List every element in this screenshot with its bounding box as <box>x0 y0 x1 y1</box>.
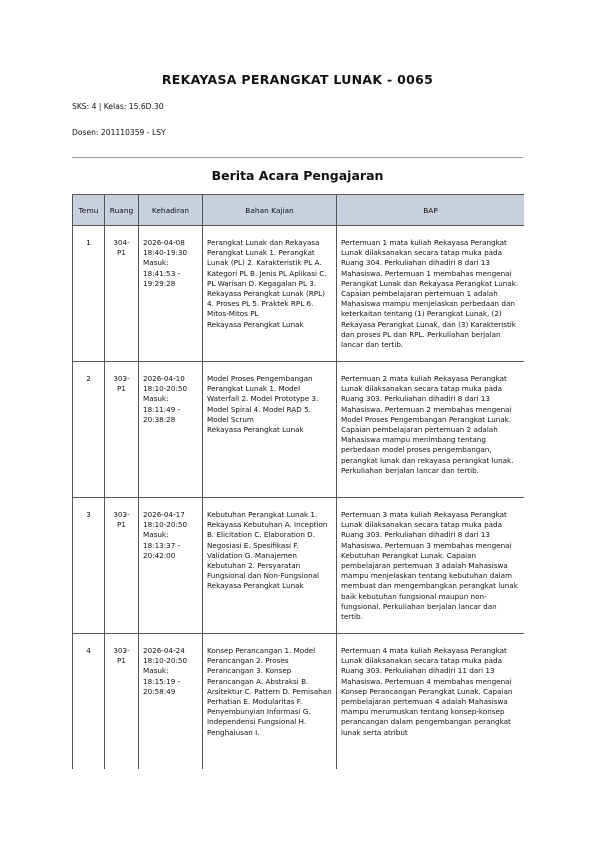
kehadiran-in: 18:41:53 - <box>143 268 181 278</box>
cell-bap: Pertemuan 4 mata kuliah Rekayasa Perangkat Lunak dilaksanakan secara tatap muka pada Ruang 303. Perkuliahan dihadiri 11 dari 13 Mahasiswa. Pertemuan 4 membahas mengenai Konsep Perancangan Perangkat Lunak. Capaian pembelajaran pertemuan 4 adalah Mahasiswa mampu merumuskan tentang konsep-konsep perancangan dalam pengembangan perangkat lunak serta atribut <box>337 634 525 770</box>
cell-bahan-kajian <box>203 498 337 634</box>
cell-bahan-kajian <box>203 362 337 498</box>
kehadiran-in: 18:15:19 - <box>143 676 181 686</box>
cell-kehadiran <box>139 362 203 498</box>
bahan-topic: Konsep Perancangan 1. Model Perancangan 2. Proses Perancangan 3. Konsep Perancangan A. Abstraksi B. Arsitektur C. Pattern D. Pemisahan Perhatian E. Modularitas F. Penyembunyian Informasi G. Independensi Fungsional H. Penghalusan I. <box>207 646 332 737</box>
cell-bahan-kajian <box>203 226 337 362</box>
cell-kehadiran <box>139 226 203 362</box>
table-row <box>73 498 525 634</box>
header-temu: Temu <box>73 195 105 226</box>
header-bap: BAP <box>337 195 525 226</box>
kehadiran-label: Masuk: <box>143 666 169 676</box>
header-ruang: Ruang <box>105 195 139 226</box>
cell-ruang: 304-P1 <box>105 226 139 362</box>
cell-temu: 3 <box>73 498 105 634</box>
cell-temu: 2 <box>73 362 105 498</box>
table-row <box>73 362 525 498</box>
bap-table <box>72 194 524 769</box>
kehadiran-label: Masuk: <box>143 530 169 540</box>
cell-bap: Pertemuan 3 mata kuliah Rekayasa Perangkat Lunak dilaksanakan secara tatap muka pada Ruang 303. Perkuliahan dihadiri 8 dari 13 Mahasiswa. Pertemuan 3 membahas mengenai Kebutuhan Perangkat Lunak. Capaian pembelajaran pertemuan 3 adalah Mahasiswa mampu menjelaskan tentang kebutuhan dalam membuat dan mengembangkan perangkat lunak baik kebutuhan fungsional maupun non-fungsional. Perkuliahan berjalan lancar dan tertib. <box>337 498 525 634</box>
document-title: REKAYASA PERANGKAT LUNAK - 0065 <box>161 72 434 87</box>
bahan-topic: Model Proses Pengembangan Perangkat Lunak 1. Model Waterfall 2. Model Prototype 3. Model Spiral 4. Model RAD 5. Model Scrum <box>207 374 319 424</box>
cell-temu: 4 <box>73 634 105 770</box>
header-kehadiran: Kehadiran <box>139 195 203 226</box>
kehadiran-out: 20:58:49 <box>143 686 176 696</box>
cell-ruang: 303-P1 <box>105 498 139 634</box>
table-row <box>73 634 525 770</box>
section-title: Berita Acara Pengajaran <box>211 168 384 183</box>
kehadiran-label: Masuk: <box>143 258 169 268</box>
kehadiran-out: 19:29:28 <box>143 278 176 288</box>
header-bahan-kajian: Bahan Kajian <box>203 195 337 226</box>
kehadiran-label: Masuk: <box>143 394 169 404</box>
course-meta: SKS: 4 | Kelas: 15.6D.30 <box>72 102 164 111</box>
kehadiran-out: 20:38:28 <box>143 414 176 424</box>
kehadiran-schedule: 18:10-20:50 <box>143 656 188 666</box>
cell-temu: 1 <box>73 226 105 362</box>
kehadiran-schedule: 18:10-20:50 <box>143 520 188 530</box>
bahan-course: Rekayasa Perangkat Lunak <box>207 425 304 435</box>
cell-ruang: 303-P1 <box>105 362 139 498</box>
divider <box>72 157 523 158</box>
table-row <box>73 226 525 362</box>
cell-bahan-kajian <box>203 634 337 770</box>
bahan-course: Rekayasa Perangkat Lunak <box>207 319 304 329</box>
kehadiran-date: 2026-04-24 <box>143 646 185 655</box>
cell-bap: Pertemuan 1 mata kuliah Rekayasa Perangkat Lunak dilaksanakan secara tatap muka pada Ruang 304. Perkuliahan dihadiri 8 dari 13 Mahasiswa. Pertemuan 1 membahas mengenai Perangkat Lunak dan Rekayasa Perangkat Lunak. Capaian pembelajaran pertemuan 1 adalah Mahasiswa mampu menjelaskan perbedaan dan keterkaitan tentang (1) Perangkat Lunak, (2) Rekayasa Perangkat Lunak, dan (3) Karakteristik dan proses PL dan RPL. Perkuliahan berjalan lancar dan tertib. <box>337 226 525 362</box>
kehadiran-date: 2026-04-08 <box>143 238 185 247</box>
kehadiran-in: 18:11:49 - <box>143 404 181 414</box>
cell-bap: Pertemuan 2 mata kuliah Rekayasa Perangkat Lunak dilaksanakan secara tatap muka pada Ruang 303. Perkuliahan dihadiri 8 dari 13 Mahasiswa. Pertemuan 2 membahas mengenai Model Proses Pengembangan Perangkat Lunak. Capaian pembelajaran pertemuan 2 adalah Mahasiswa mampu menimbang tentang perbedaan model proses pengembangan, perangkat lunak dan rekayasa perangkat lunak. Perkuliahan berjalan lancar dan tertib. <box>337 362 525 498</box>
bap-table-container <box>72 194 524 769</box>
cell-ruang: 303-P1 <box>105 634 139 770</box>
kehadiran-schedule: 18:40-19:30 <box>143 248 188 258</box>
table-header-row <box>73 195 525 226</box>
kehadiran-in: 18:13:37 - <box>143 540 181 550</box>
lecturer-meta: Dosen: 201110359 - LSY <box>72 128 166 137</box>
bahan-course: Rekayasa Perangkat Lunak <box>207 581 304 591</box>
bahan-topic: Perangkat Lunak dan Rekayasa Perangkat Lunak 1. Perangkat Lunak (PL) 2. Karakteristik PL A. Kategori PL B. Jenis PL Aplikasi C. PL Warisan D. Kegagalan PL 3. Rekayasa Perangkat Lunak (RPL) 4. Proses PL 5. Praktek RPL 6. Mitos-Mitos PL <box>207 238 327 319</box>
kehadiran-schedule: 18:10-20:50 <box>143 384 188 394</box>
bahan-topic: Kebutuhan Perangkat Lunak 1. Rekayasa Kebutuhan A. Inception B. Elicitation C. Elaboration D. Negosiasi E. Spesifikasi F. Validation G. Manajemen Kebutuhan 2. Persyaratan Fungsional dan Non-Fungsional <box>207 510 328 581</box>
kehadiran-out: 20:42:00 <box>143 550 176 560</box>
cell-kehadiran <box>139 634 203 770</box>
cell-kehadiran <box>139 498 203 634</box>
kehadiran-date: 2026-04-17 <box>143 510 185 519</box>
kehadiran-date: 2026-04-10 <box>143 374 185 383</box>
